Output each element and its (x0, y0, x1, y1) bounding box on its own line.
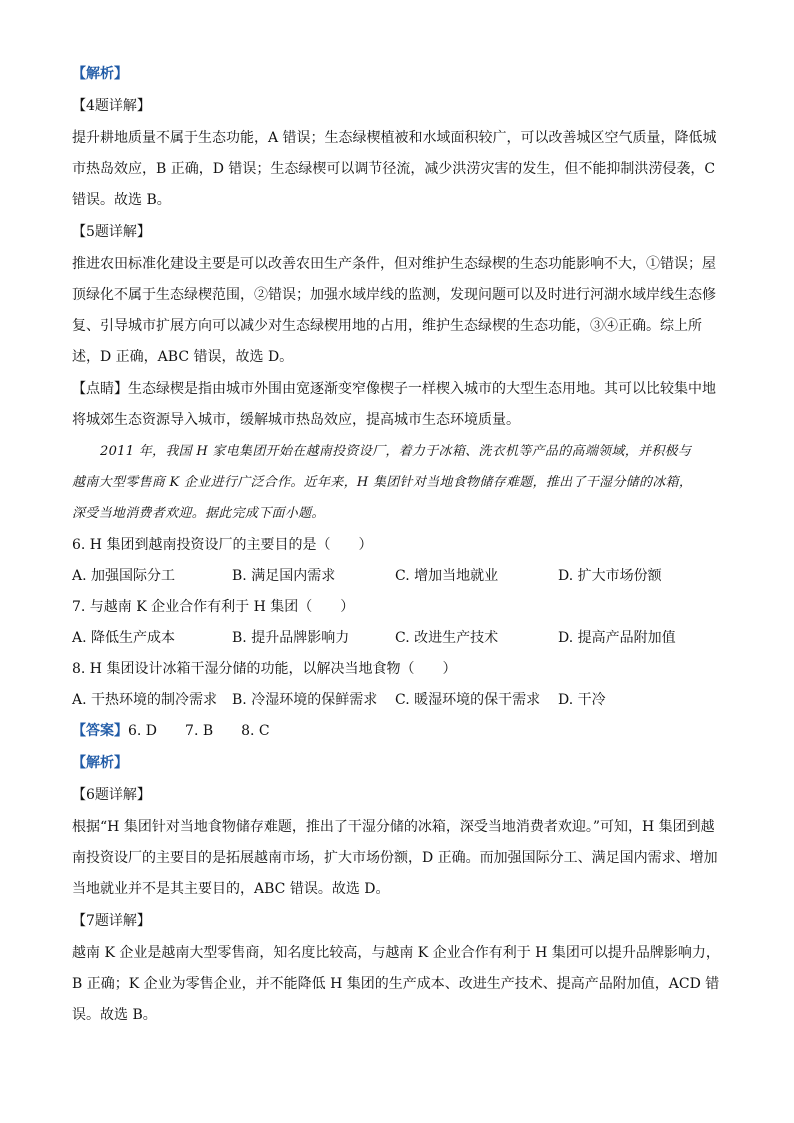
option-b: B. 冷湿环境的保鲜需求 (232, 692, 378, 708)
section-header-jiexi: 【解析】 (72, 755, 128, 771)
dianjing-line: 将城郊生态资源导入城市，缓解城市热岛效应，提高城市生态环境质量。 (72, 412, 520, 428)
question-8-options (72, 690, 722, 710)
answer-text: 6. D 7. B 8. C (128, 723, 270, 739)
paragraph-line: 复、引导城市扩展方向可以减少对生态绿楔用地的占用，维护生态绿楔的生态功能，③④正确。综上所 (72, 318, 702, 334)
paragraph-line: 南投资设厂的主要目的是拓展越南市场，扩大市场份额，D 正确。而加强国际分工、满足国内需求、增加 (72, 850, 718, 866)
question-8-stem: 8. H 集团设计冰箱干湿分储的功能，以解决当地食物（ ） (72, 661, 457, 677)
option-a: A. 降低生产成本 (72, 630, 176, 646)
option-c: C. 增加当地就业 (395, 568, 499, 584)
paragraph-line: 当地就业并不是其主要目的，ABC 错误。故选 D。 (72, 881, 390, 897)
passage-line: 越南大型零售商 K 企业进行广泛合作。近年来，H 集团针对当地食物储存难题，推出了干湿分储的冰箱， (72, 475, 693, 490)
option-d: D. 提高产品附加值 (558, 630, 676, 646)
option-b: B. 满足国内需求 (232, 568, 336, 584)
passage-line: 深受当地消费者欢迎。据此完成下面小题。 (72, 506, 325, 521)
question-6-stem: 6. H 集团到越南投资设厂的主要目的是（ ） (72, 537, 373, 553)
paragraph-line: 述，D 正确，ABC 错误，故选 D。 (72, 349, 294, 365)
question-6-options (72, 566, 722, 586)
section-header-detail-6: 【6题详解】 (72, 787, 151, 803)
option-c: C. 改进生产技术 (395, 630, 499, 646)
paragraph-line: B 正确；K 企业为零售企业，并不能降低 H 集团的生产成本、改进生产技术、提高产品附加值，ACD 错 (72, 976, 720, 992)
option-d: D. 干冷 (558, 692, 606, 708)
section-header-detail-7: 【7题详解】 (72, 913, 151, 929)
section-header-detail-4: 【4题详解】 (72, 98, 151, 114)
option-d: D. 扩大市场份额 (558, 568, 662, 584)
section-header-jiexi: 【解析】 (72, 66, 128, 82)
question-7-options (72, 628, 722, 648)
passage-line: 2011 年，我国 H 家电集团开始在越南投资设厂，着力于冰箱、洗衣机等产品的高端领域，并积极与 (100, 444, 692, 459)
dianjing-line: 【点睛】生态绿楔是指由城市外围由宽逐渐变窄像楔子一样楔入城市的大型生态用地。其可以比较集中地 (72, 381, 716, 397)
paragraph-line: 顶绿化不属于生态绿楔范围，②错误；加强水域岸线的监测，发现问题可以及时进行河湖水域岸线生态修 (72, 287, 716, 303)
paragraph-line: 提升耕地质量不属于生态功能，A 错误；生态绿楔植被和水域面积较广，可以改善城区空气质量，降低城 (72, 130, 717, 146)
paragraph-line: 市热岛效应，B 正确，D 错误；生态绿楔可以调节径流，减少洪涝灾害的发生，但不能抑制洪涝侵袭，C (72, 161, 716, 177)
option-b: B. 提升品牌影响力 (232, 630, 350, 646)
option-a: A. 加强国际分工 (72, 568, 176, 584)
answer-line (72, 721, 270, 741)
paragraph-line: 误。故选 B。 (72, 1007, 157, 1023)
section-header-detail-5: 【5题详解】 (72, 224, 151, 240)
option-a: A. 干热环境的制冷需求 (72, 692, 218, 708)
paragraph-line: 错误。故选 B。 (72, 192, 171, 208)
question-7-stem: 7. 与越南 K 企业合作有利于 H 集团（ ） (72, 599, 355, 615)
option-c: C. 暖湿环境的保干需求 (395, 692, 541, 708)
answer-label: 【答案】 (72, 723, 128, 739)
paragraph-line: 根据“H 集团针对当地食物储存难题，推出了干湿分储的冰箱，深受当地消费者欢迎。”可知，H 集团到越 (72, 819, 715, 835)
paragraph-line: 推进农田标准化建设主要是可以改善农田生产条件，但对维护生态绿楔的生态功能影响不大，①错误；屋 (72, 256, 716, 272)
paragraph-line: 越南 K 企业是越南大型零售商，知名度比较高，与越南 K 企业合作有利于 H 集团可以提升品牌影响力， (72, 945, 720, 961)
